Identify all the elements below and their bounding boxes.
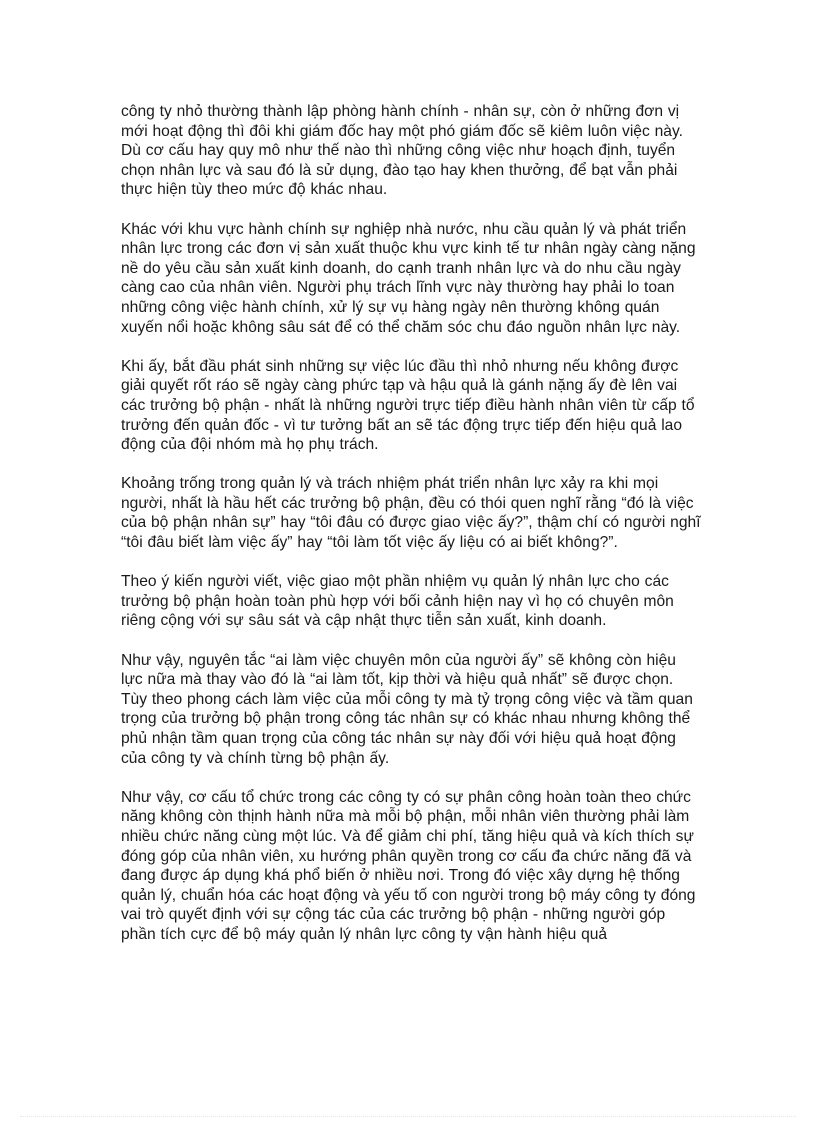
paragraph: Như vậy, nguyên tắc “ai làm việc chuyên môn của người ấy” sẽ không còn hiệu lực nữa mà thay vào đó là “ai làm tốt, kịp thời và hiệu quả nhất” sẽ được chọn. Tùy theo phong cách làm việc của mỗi công ty mà tỷ trọng công việc và tầm quan trọng của trưởng bộ phận trong công tác nhân sự có khác nhau nhưng không thể phủ nhận tầm quan trọng của công tác nhân sự này đối với hiệu quả hoạt động của công ty và chính từng bộ phận ấy. (121, 651, 693, 767)
document-body (121, 102, 701, 964)
paragraph: công ty nhỏ thường thành lập phòng hành chính - nhân sự, còn ở những đơn vị mới hoạt động thì đôi khi giám đốc hay một phó giám đốc sẽ kiêm luôn việc này. Dù cơ cấu hay quy mô như thế nào thì những công việc như hoạch định, tuyển chọn nhân lực và sau đó là sử dụng, đào tạo hay khen thưởng, để bạt vẫn phải thực hiện tùy theo mức độ khác nhau. (121, 103, 683, 199)
paragraph: Khác với khu vực hành chính sự nghiệp nhà nước, nhu cầu quản lý và phát triển nhân lực trong các đơn vị sản xuất thuộc khu vực kinh tế tư nhân ngày càng nặng nề do yêu cầu sản xuất kinh doanh, do cạnh tranh nhân lực và do nhu cầu ngày càng cao của nhân viên. Người phụ trách lĩnh vực này thường hay phải lo toan những công việc hành chính, xử lý sự vụ hàng ngày nên thường không quán xuyến nổi hoặc không sâu sát để có thể chăm sóc chu đáo nguồn nhân lực này. (121, 220, 696, 336)
paragraph: Khoảng trống trong quản lý và trách nhiệm phát triển nhân lực xảy ra khi mọi người, nhất là hầu hết các trưởng bộ phận, đều có thói quen nghĩ rằng “đó là việc của bộ phận nhân sự” hay “tôi đâu có được giao việc ấy?”, thậm chí có người nghĩ “tôi đâu biết làm việc ấy” hay “tôi làm tốt việc ấy liệu có ai biết không?”. (121, 475, 701, 552)
paragraph: Theo ý kiến người viết, việc giao một phần nhiệm vụ quản lý nhân lực cho các trưởng bộ phận hoàn toàn phù hợp với bối cảnh hiện nay vì họ có chuyên môn riêng cộng với sự sâu sát và cập nhật thực tiễn sản xuất, kinh doanh. (121, 573, 674, 630)
page-bottom-rule (20, 1116, 796, 1117)
paragraph: Khi ấy, bắt đầu phát sinh những sự việc lúc đầu thì nhỏ nhưng nếu không được giải quyết rốt ráo sẽ ngày càng phức tạp và hậu quả là gánh nặng ấy đè lên vai các trưởng bộ phận - nhất là những người trực tiếp điều hành nhân viên từ cấp tổ trưởng đến quản đốc - vì tư tưởng bất an sẽ tác động trực tiếp đến hiệu quả lao động của đội nhóm mà họ phụ trách. (121, 357, 695, 454)
paragraph: Như vậy, cơ cấu tổ chức trong các công ty có sự phân công hoàn toàn theo chức năng không còn thịnh hành nữa mà mỗi bộ phận, mỗi nhân viên thường phải làm nhiều chức năng cùng một lúc. Và để giảm chi phí, tăng hiệu quả và kích thích sự đóng góp của nhân viên, xu hướng phân quyền trong cơ cấu đa chức năng đã và đang được áp dụng khá phổ biến ở nhiều nơi. Trong đó việc xây dựng hệ thống quản lý, chuẩn hóa các hoạt động và yếu tố con người trong bộ máy công ty đóng vai trò quyết định với sự cộng tác của các trưởng bộ phận - những người góp phần tích cực để bộ máy quản lý nhân lực công ty vận hành hiệu quả (121, 788, 696, 943)
